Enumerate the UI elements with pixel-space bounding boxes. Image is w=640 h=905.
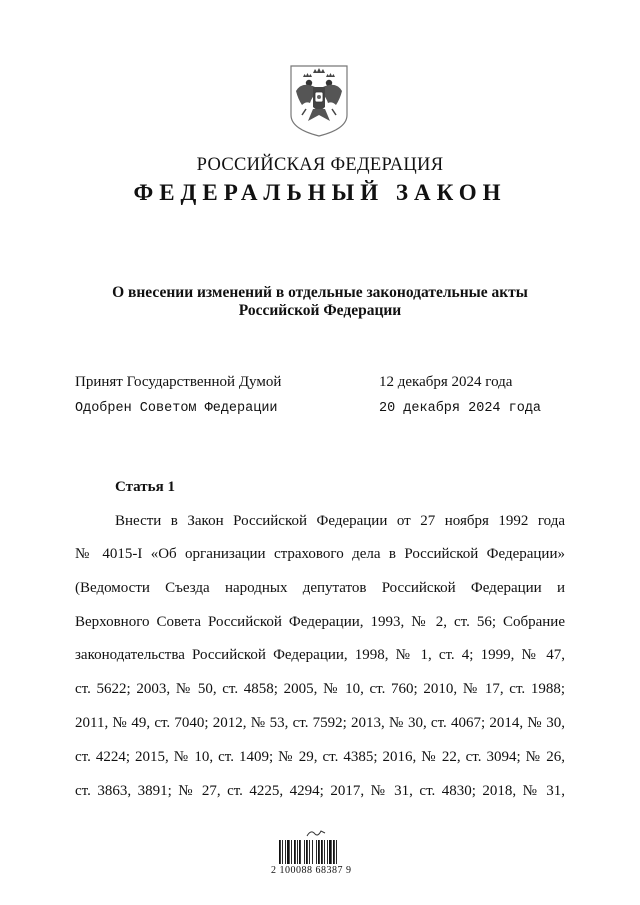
- barcode-bar: [304, 840, 305, 864]
- approval-council-label: Одобрен Советом Федерации: [75, 401, 278, 416]
- barcode-bar: [306, 840, 308, 864]
- article-text-line: Верховного Совета Российской Федерации, 1993, № 2, ст. 56; Собрание: [75, 614, 565, 630]
- signature-mark-icon: [305, 828, 327, 838]
- article-text-line: законодательства Российской Федерации, 1998, № 1, ст. 4; 1999, № 47,: [75, 647, 565, 663]
- article-heading: Статья 1: [115, 479, 175, 495]
- barcode-number: 2 100088 68387 9: [271, 865, 352, 876]
- law-title-line-2: Российской Федерации: [238, 302, 402, 319]
- law-title-line-1: О внесении изменений в отдельные законодательные акты: [112, 284, 528, 301]
- country-name: РОССИЙСКАЯ ФЕДЕРАЦИЯ: [196, 155, 444, 175]
- barcode-bar: [324, 840, 325, 864]
- approval-council-date: 20 декабря 2024 года: [379, 401, 542, 416]
- article-text-line: (Ведомости Съезда народных депутатов Российской Федерации и: [75, 580, 565, 596]
- article-text-line: 2011, № 49, ст. 7040; 2012, № 53, ст. 7592; 2013, № 30, ст. 4067; 2014, № 30,: [75, 715, 565, 731]
- law-type-heading: ФЕДЕРАЛЬНЫЙ ЗАКОН: [133, 180, 507, 205]
- barcode-bar: [333, 840, 335, 864]
- barcode-bar: [282, 840, 283, 864]
- barcode-bar: [309, 840, 310, 864]
- barcode-bar: [291, 840, 292, 864]
- article-text-line: ст. 5622; 2003, № 50, ст. 4858; 2005, № 10, ст. 760; 2010, № 17, ст. 1988;: [75, 681, 565, 697]
- barcode-icon: [279, 840, 355, 867]
- barcode-bar: [318, 840, 320, 864]
- coat-of-arms-icon: [288, 63, 350, 138]
- article-text-line: ст. 3863, 3891; № 27, ст. 4225, 4294; 2017, № 31, ст. 4830; 2018, № 31,: [75, 783, 565, 799]
- article-text-line: ст. 4224; 2015, № 10, ст. 1409; № 29, ст. 4385; 2016, № 22, ст. 3094; № 26,: [75, 749, 565, 765]
- barcode-bar: [299, 840, 301, 864]
- article-text-line: № 4015-I «Об организации страхового дела в Российской Федерации»: [75, 546, 565, 562]
- barcode-bar: [327, 840, 328, 864]
- barcode-bar: [294, 840, 296, 864]
- barcode-bar: [321, 840, 323, 864]
- barcode-bar: [285, 840, 286, 864]
- barcode-bar: [316, 840, 317, 864]
- barcode-bar: [336, 840, 337, 864]
- article-text-line: Внести в Закон Российской Федерации от 27 ноября 1992 года: [115, 513, 565, 529]
- barcode-bar: [329, 840, 332, 864]
- barcode-bar: [297, 840, 298, 864]
- barcode-bar: [312, 840, 313, 864]
- adoption-duma-date: 12 декабря 2024 года: [379, 374, 513, 390]
- barcode-bar: [279, 840, 281, 864]
- adoption-duma-label: Принят Государственной Думой: [75, 374, 282, 390]
- law-title: [0, 284, 640, 320]
- barcode-bar: [287, 840, 290, 864]
